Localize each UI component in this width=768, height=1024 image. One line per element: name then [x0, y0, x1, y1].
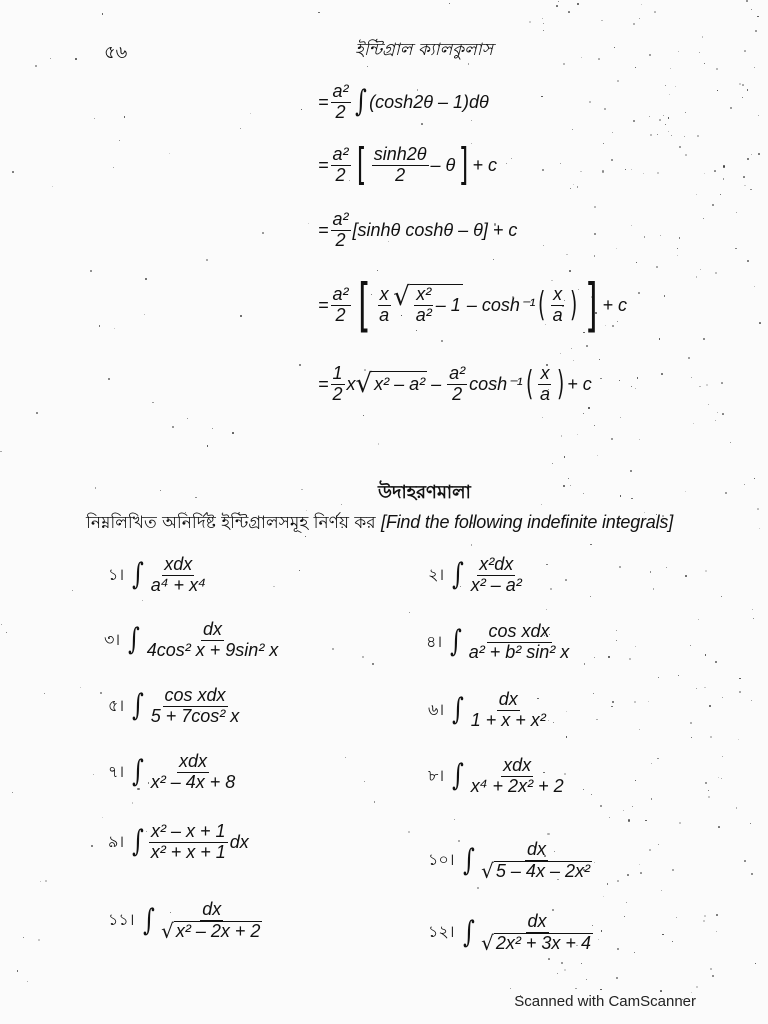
- example-number: ১১।: [108, 910, 135, 930]
- derivation-step-5: = $\frac{1}{2}$ x √ x² – a² – $\frac{\text{a²}}{2}$ cosh⁻¹ ( $\frac{x}{a}$ ) + c: [318, 363, 592, 405]
- example-item: [108, 555, 210, 596]
- example-fraction: $\frac{\text{x²dx}}{\text{x² – a²}}$: [470, 554, 522, 595]
- example-fraction: $\frac{dx}{\text{4cos² x + 9sin² x}}$: [146, 619, 279, 660]
- example-item: [428, 840, 596, 882]
- derivation-step-4: = $\frac{\text{a²}}{2}$ [ $\frac{x}{a}$ √ $\frac{\text{x²}}{\text{a²}}$ – 1 – cosh⁻¹ ( $\frac{x}{a}$ ) ] + c: [318, 271, 628, 339]
- example-item: ৯। ∫ $\frac{\text{x² – x + 1}}{\text{x² + x + 1}}$ dx: [108, 821, 249, 862]
- example-fraction: dx √ x² – 2x + 2: [161, 899, 261, 943]
- derivation-step-1: = $\frac{\text{a²}}{2}$ ∫ (cosh2θ – 1)dθ: [318, 81, 489, 122]
- instruction-line: নিম্নলিখিত অনির্দিষ্ট ইন্টিগ্রালসমূহ নির্ণয় কর [Find the following indefinite integrals]: [86, 512, 674, 533]
- running-header: ইন্টিগ্রাল ক্যালকুলাস: [355, 40, 493, 60]
- example-fraction: $\frac{\text{cos xdx}}{\text{a² + b² sin² x}}$: [468, 621, 570, 662]
- example-number: ১০।: [428, 850, 455, 870]
- integral-sign-icon: ∫: [452, 557, 464, 593]
- integral-sign-icon: ∫: [132, 754, 144, 790]
- scanner-watermark: Scanned with CamScanner: [514, 993, 696, 1010]
- example-number: ১২।: [428, 922, 455, 942]
- example-item: [108, 900, 266, 942]
- example-number: ৮।: [428, 765, 445, 785]
- integral-sign-icon: ∫: [132, 688, 144, 724]
- example-number: ১।: [108, 564, 125, 584]
- integral-sign-icon: ∫: [142, 902, 155, 938]
- example-fraction: $\frac{\text{xdx}}{\text{x² – 4x + 8}}$: [150, 751, 236, 792]
- example-number: ৭।: [108, 761, 125, 781]
- section-title: উদাহরণমালা: [378, 482, 471, 503]
- example-fraction: $\frac{dx}{\text{1 + x + x²}}$: [470, 689, 546, 730]
- integral-sign-icon: ∫: [452, 758, 464, 794]
- example-item: [428, 555, 526, 596]
- example-fraction: $\frac{\text{xdx}}{\text{x⁴ + 2x² + 2}}$: [470, 755, 564, 796]
- example-item: [428, 690, 550, 731]
- example-number: ৯।: [108, 831, 125, 851]
- integral-sign-icon: ∫: [452, 692, 464, 728]
- integral-sign-icon: ∫: [128, 622, 140, 658]
- integral-sign-icon: ∫: [132, 557, 144, 593]
- example-item: [428, 756, 568, 797]
- example-number: ৫।: [108, 695, 125, 715]
- example-fraction: $\frac{\text{x² – x + 1}}{\text{x² + x + 1}}$: [150, 821, 226, 862]
- example-item: [108, 752, 239, 793]
- example-item: [426, 622, 573, 663]
- integral-sign-icon: ∫: [462, 914, 475, 950]
- derivation-step-3: = $\frac{\text{a²}}{2}$ [sinhθ coshθ – θ] + c: [318, 209, 518, 250]
- example-fraction: $\frac{\text{xdx}}{\text{a⁴ + x⁴}}$: [150, 554, 206, 595]
- example-number: ২।: [428, 564, 445, 584]
- example-fraction: $\frac{\text{cos xdx}}{\text{5 + 7cos² x}}$: [150, 685, 240, 726]
- example-number: ৩।: [104, 629, 121, 649]
- example-item: [108, 686, 243, 727]
- example-number: ৬।: [428, 699, 445, 719]
- example-item: [428, 912, 597, 954]
- integral-sign-icon: ∫: [132, 824, 144, 860]
- example-item: [104, 620, 282, 661]
- integral-sign-icon: ∫: [462, 842, 475, 878]
- example-fraction: dx √ 2x² + 3x + 4: [481, 911, 591, 955]
- example-fraction: dx √ 5 – 4x – 2x²: [481, 839, 590, 883]
- example-number: ৪।: [426, 631, 443, 651]
- page-number: ৫৬: [104, 42, 128, 63]
- derivation-step-2: = $\frac{\text{a²}}{2}$ [ $\frac{\sinh 2\theta}{2}$ – θ ] + c: [318, 139, 497, 190]
- integral-sign-icon: ∫: [450, 624, 462, 660]
